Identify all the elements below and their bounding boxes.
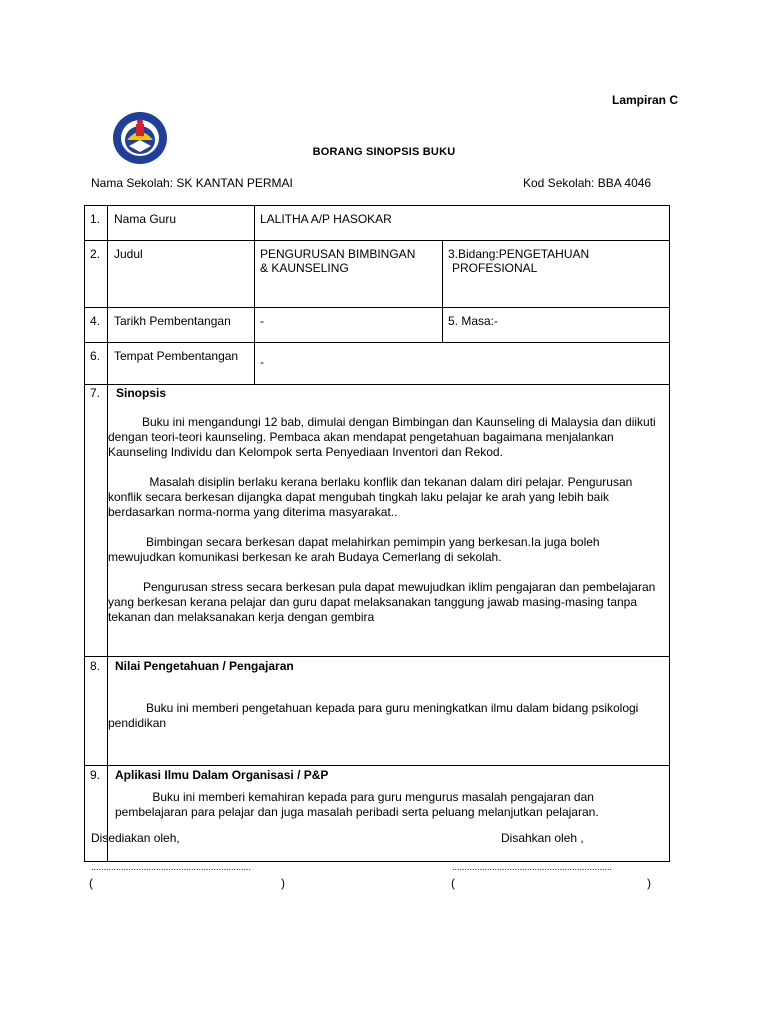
school-code: Kod Sekolah: BBA 4046 bbox=[523, 176, 652, 190]
row-synopsis bbox=[85, 385, 670, 657]
synopsis-form-table bbox=[84, 205, 670, 862]
field-label: Judul bbox=[108, 241, 255, 308]
row-number: 6. bbox=[85, 343, 108, 385]
application-heading: Aplikasi Ilmu Dalam Organisasi / P&P bbox=[115, 768, 329, 782]
knowledge-value-cell[interactable] bbox=[108, 657, 670, 766]
approved-by-label: Disahkan oleh , bbox=[501, 831, 584, 845]
approved-by-signature-line[interactable]: ................................................................ bbox=[452, 862, 613, 872]
synopsis-paragraph-4: Pengurusan stress secara berkesan pula dapat mewujudkan iklim pengajaran dan pembelajaran yang berkesan kerana pelajar dan guru dapat melaksanakan tanggung jawab masing-masing tanpa tekanan dan melaksanakan kerja dengan gembira bbox=[108, 580, 656, 624]
approved-by-name-field[interactable] bbox=[451, 876, 651, 890]
synopsis-heading: Sinopsis bbox=[116, 386, 167, 400]
ministry-logo-icon bbox=[110, 110, 170, 170]
school-name: Nama Sekolah: SK KANTAN PERMAI bbox=[91, 176, 293, 190]
field-area-line-1: 3.Bidang:PENGETAHUAN bbox=[448, 247, 590, 261]
paren-close: ) bbox=[647, 876, 651, 890]
form-title: BORANG SINOPSIS BUKU bbox=[312, 146, 456, 158]
paren-open: ( bbox=[89, 876, 93, 890]
knowledge-value-paragraph: Buku ini memberi pengetahuan kepada para guru meningkatkan ilmu dalam bidang psikologi pendidikan bbox=[108, 701, 639, 730]
row-number: 2. bbox=[85, 241, 108, 308]
row-number: 4. bbox=[85, 308, 108, 343]
prepared-by-name-field[interactable] bbox=[89, 876, 285, 890]
row-teacher-name bbox=[85, 206, 670, 241]
synopsis-paragraph-2: Masalah disiplin berlaku kerana berlaku konflik dan tekanan dalam diri pelajar. Pengurusan konflik secara berkesan dijangka dapat mengubah tingkah laku pelajar ke arah yang lebih baik berdasarkan norma-norma yang diterima masyarakat.. bbox=[108, 475, 633, 519]
paren-close: ) bbox=[281, 876, 285, 890]
paren-open: ( bbox=[451, 876, 455, 890]
row-presentation-venue bbox=[85, 343, 670, 385]
synopsis-paragraph-3: Bimbingan secara berkesan dapat melahirkan pemimpin yang berkesan.Ia juga boleh mewujudkan komunikasi berkesan ke arah Budaya Cemerlang di sekolah. bbox=[108, 535, 600, 564]
presentation-time-value[interactable]: 5. Masa:- bbox=[443, 308, 670, 343]
row-number: 8. bbox=[85, 657, 108, 766]
attachment-label: Lampiran C bbox=[611, 93, 678, 107]
row-number: 1. bbox=[85, 206, 108, 241]
row-knowledge-value bbox=[85, 657, 670, 766]
row-number: 7. bbox=[85, 385, 108, 657]
synopsis-paragraph-1: Buku ini mengandungi 12 bab, dimulai dengan Bimbingan dan Kaunseling di Malaysia dan diikuti dengan teori-teori kaunseling. Pembaca akan mendapat pengetahuan bagaimana menjalankan Kaunseling Individu dan Kelompok serta Penyediaan Inventori dan Rekod. bbox=[108, 415, 656, 459]
field-label: Nama Guru bbox=[108, 206, 255, 241]
presentation-venue-value[interactable]: - bbox=[255, 343, 670, 385]
row-presentation-date bbox=[85, 308, 670, 343]
teacher-name-value[interactable]: LALITHA A/P HASOKAR bbox=[255, 206, 670, 241]
field-label: Tarikh Pembentangan bbox=[108, 308, 255, 343]
field-area-line-2: PROFESIONAL bbox=[452, 261, 538, 275]
row-title bbox=[85, 241, 670, 308]
presentation-date-value[interactable]: - bbox=[255, 308, 443, 343]
prepared-by-label: Disediakan oleh, bbox=[91, 831, 180, 845]
book-title-value[interactable] bbox=[255, 241, 443, 308]
row-application bbox=[85, 766, 670, 862]
prepared-by-signature-line[interactable]: ................................................................ bbox=[91, 862, 252, 872]
field-label: Tempat Pembentangan bbox=[108, 343, 255, 385]
book-title-line-2: & KAUNSELING bbox=[260, 261, 349, 275]
application-paragraph: Buku ini memberi kemahiran kepada para guru mengurus masalah pengajaran dan pembelajaran para pelajar dan juga masalah peribadi serta peluang melanjutkan pelajaran. bbox=[115, 790, 599, 819]
book-title-line-1: PENGURUSAN BIMBINGAN bbox=[260, 247, 416, 261]
application-cell[interactable] bbox=[108, 766, 670, 862]
row-number: 9. bbox=[85, 766, 108, 862]
synopsis-cell[interactable] bbox=[108, 385, 670, 657]
knowledge-value-heading: Nilai Pengetahuan / Pengajaran bbox=[115, 659, 294, 673]
field-area-value[interactable] bbox=[443, 241, 670, 308]
